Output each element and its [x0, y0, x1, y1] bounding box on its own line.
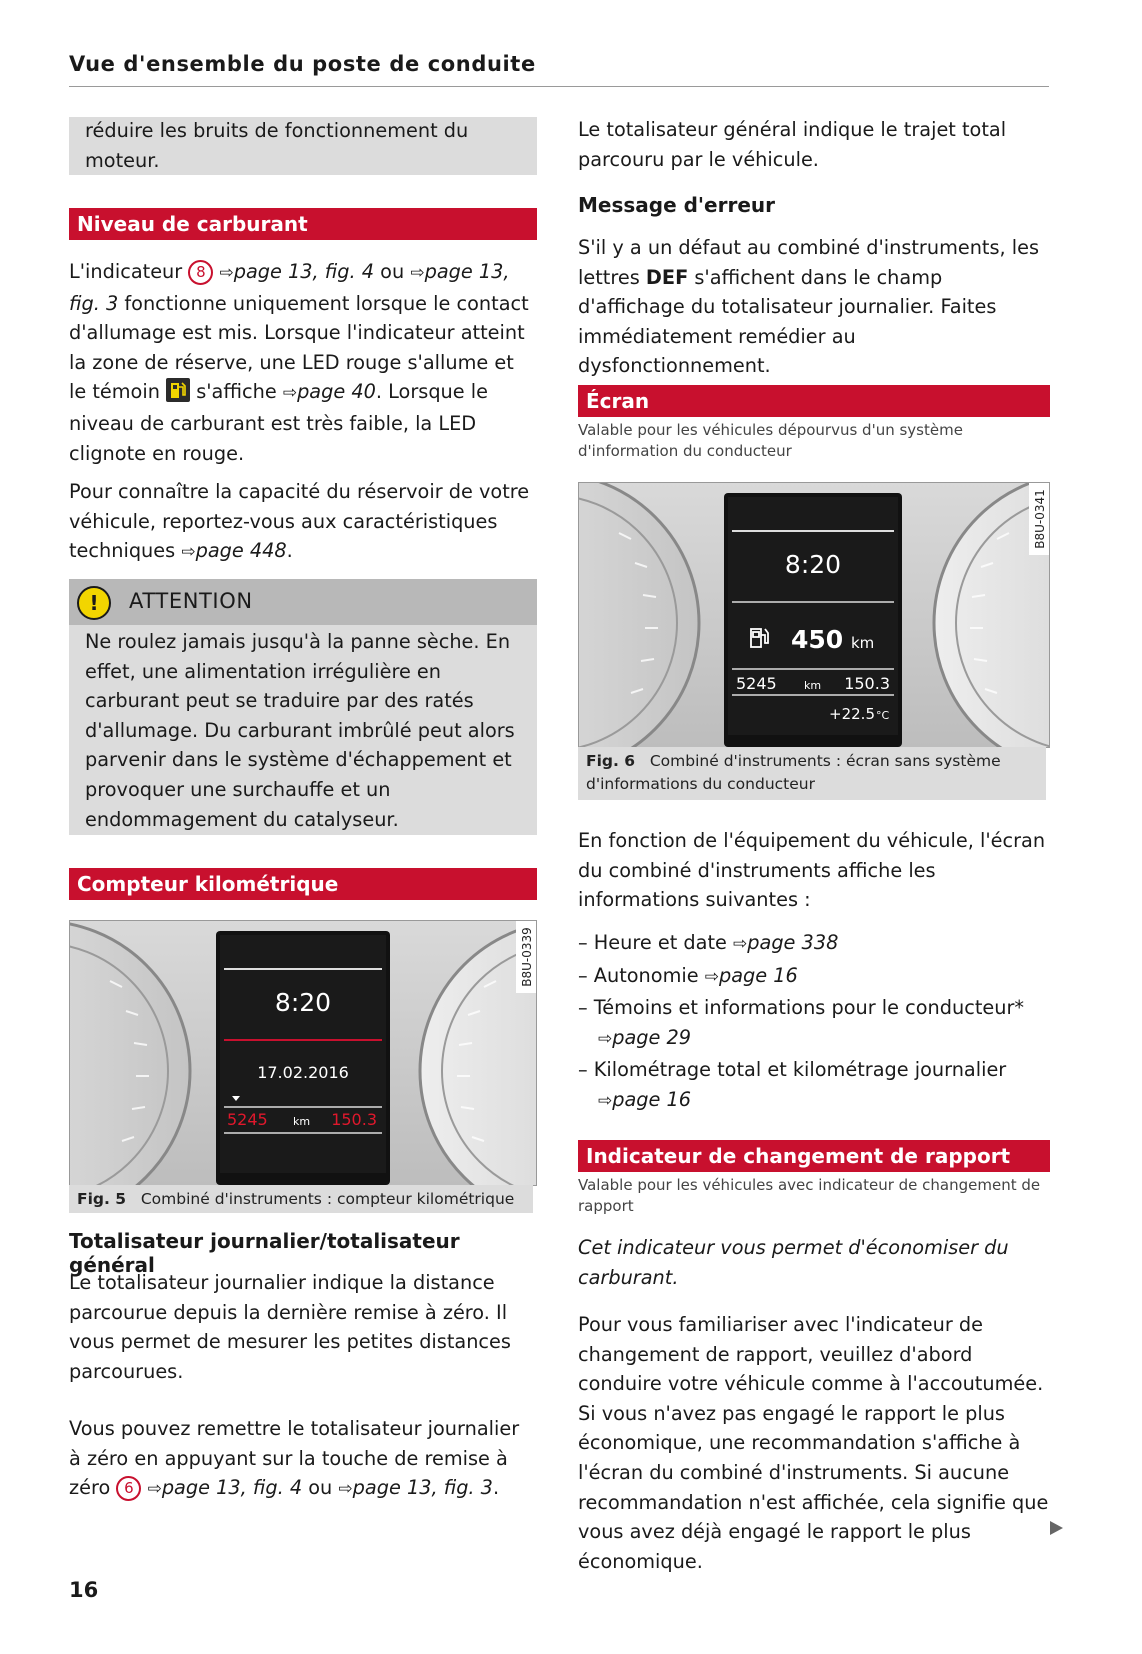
list-item: – Kilométrage total et kilométrage journalier ⇨page 16	[578, 1058, 1007, 1111]
date-display: 17.02.2016	[257, 1063, 349, 1082]
list-item: – Heure et date ⇨page 338	[578, 931, 839, 954]
error-paragraph: S'il y a un défaut au combiné d'instruments, les lettres DEF s'affichent dans le champ d'affichage du totalisateur journalier. Faites immédiatement remédier au dysfonctionnement.	[578, 236, 1040, 378]
page-link[interactable]: page 13, fig. 3	[69, 260, 510, 315]
header-divider	[69, 86, 1049, 87]
total-km-display: 5245	[227, 1110, 268, 1129]
trip-paragraph-1: Le totalisateur journalier indique la distance parcourue depuis la dernière remise à zéro. Il vous permet de mesurer les petites distances parcourues.	[69, 1271, 511, 1383]
trip-km-display: 150.3	[331, 1110, 377, 1129]
page-link[interactable]: page 13, fig. 3	[352, 1476, 493, 1500]
continue-arrow-icon	[1050, 1521, 1063, 1535]
total-counter-paragraph: Le totalisateur général indique le trajet total parcouru par le véhicule.	[578, 118, 1007, 171]
arrow-icon: ⇨	[181, 542, 196, 563]
page-link[interactable]: page 338	[747, 931, 839, 954]
arrow-icon: ⇨	[282, 383, 298, 404]
list-item: – Témoins et informations pour le conducteur* ⇨page 29	[578, 996, 1025, 1049]
page-link[interactable]: page 13, fig. 4	[233, 260, 375, 283]
section-heading-fuel: Niveau de carburant	[69, 208, 537, 240]
temperature-unit: °C	[876, 709, 890, 722]
clock-display: 8:20	[274, 988, 332, 1017]
figure-6-caption: Fig. 6 Combiné d'instruments : écran sans système d'informations du conducteur	[578, 747, 1046, 800]
attention-box	[69, 579, 537, 835]
page-link[interactable]: page 448	[195, 539, 287, 563]
list-item: – Autonomie ⇨page 16	[578, 963, 798, 987]
km-unit: km	[804, 679, 822, 692]
attention-text: Ne roulez jamais jusqu'à la panne sèche. En effet, une alimentation irrégulière en carburant peut se traduire par des ratés d'allumage. Du carburant imbrûlé peut alors parvenir dans le système d'échappement et provoquer une surchauffe et un endommagement du catalyseur.	[85, 630, 515, 831]
cluster-illustration	[579, 483, 1049, 747]
gear-paragraph: Pour vous familiariser avec l'indicateur de changement de rapport, veuillez d'abord conduire votre véhicule comme à l'accoutumée. Si vous n'avez pas engagé le rapport le plus économique, une recommandation s'affiche à l'écran du combiné d'instruments. Si aucune recommandation n'est affichée, cela signifie que vous avez déjà engagé le rapport le plus économique.	[578, 1313, 1049, 1573]
page-link[interactable]: page 16	[612, 1087, 692, 1111]
page-link[interactable]: page 13, fig. 4	[161, 1476, 303, 1500]
fuel-paragraph-1: L'indicateur 8 ⇨page 13, fig. 4 ou ⇨page 13, fig. 3 fonctionne uniquement lorsque le contact d'allumage est mis. Lorsque l'indicateur atteint la zone de réserve, une LED rouge s'allume et le témoin s'affiche ⇨page 40. Lorsque le niveau de carburant est très faible, la LED clignote en rouge.	[69, 260, 529, 465]
page-link[interactable]: page 16	[718, 963, 798, 987]
sub-heading-trip-counters: Totalisateur journalier/totalisateur général	[69, 1229, 460, 1277]
screen-validity-note: Valable pour les véhicules dépourvus d'un système d'information du conducteur	[578, 421, 963, 460]
page-number: 16	[69, 1578, 99, 1602]
page-link[interactable]: page 29	[612, 1025, 692, 1049]
sub-heading-error: Message d'erreur	[578, 193, 776, 217]
callout-8-icon: 8	[188, 260, 213, 285]
km-unit: km	[293, 1115, 311, 1128]
arrow-icon: ⇨	[219, 263, 234, 283]
figure-code: B8U-0339	[520, 927, 534, 987]
arrow-icon: ⇨	[598, 1090, 613, 1111]
trip-paragraph-2: Vous pouvez remettre le totalisateur journalier à zéro en appuyant sur la touche de remise à zéro 6 ⇨page 13, fig. 4 ou ⇨page 13, fig. 3.	[69, 1417, 520, 1500]
attention-label: ATTENTION	[129, 589, 253, 613]
arrow-icon: ⇨	[704, 966, 719, 987]
total-km-display: 5245	[736, 674, 777, 693]
callout-6-icon: 6	[116, 1476, 141, 1501]
arrow-icon: ⇨	[598, 1028, 613, 1049]
clock-display: 8:20	[784, 550, 842, 579]
attention-header	[69, 579, 537, 625]
figure-code: B8U-0341	[1033, 489, 1047, 549]
gear-intro-paragraph: Cet indicateur vous permet d'économiser du carburant.	[578, 1236, 1009, 1289]
temperature-display: +22.5	[829, 705, 875, 723]
fuel-paragraph-2: Pour connaître la capacité du réservoir de votre véhicule, reportez-vous aux caractéristiques techniques ⇨page 448.	[69, 480, 530, 563]
screen-info-list	[578, 928, 1050, 1117]
arrow-icon: ⇨	[410, 263, 425, 283]
figure-5-caption: Fig. 5 Combiné d'instruments : compteur kilométrique	[69, 1185, 533, 1213]
arrow-icon: ⇨	[147, 1479, 162, 1500]
arrow-icon: ⇨	[733, 934, 748, 954]
section-heading-gear-indicator: Indicateur de changement de rapport	[578, 1140, 1050, 1172]
arrow-icon: ⇨	[338, 1479, 353, 1500]
gear-validity-note: Valable pour les véhicules avec indicateur de changement de rapport	[578, 1176, 1041, 1215]
screen-intro-paragraph: En fonction de l'équipement du véhicule, l'écran du combiné d'instruments affiche les informations suivantes :	[578, 829, 1046, 912]
section-heading-odometer: Compteur kilométrique	[69, 868, 537, 900]
range-display: 450	[791, 625, 844, 654]
continued-note-box	[69, 117, 537, 175]
range-unit: km	[851, 634, 875, 652]
page-link[interactable]: page 40	[297, 380, 376, 404]
section-heading-screen: Écran	[578, 385, 1050, 417]
continued-text: réduire les bruits de fonctionnement du moteur.	[85, 119, 469, 172]
figure-odometer	[69, 920, 537, 1186]
figure-screen	[578, 482, 1050, 748]
fuel-pump-icon	[166, 378, 190, 402]
cluster-illustration	[70, 921, 536, 1185]
page-header-title: Vue d'ensemble du poste de conduite	[69, 52, 536, 76]
warning-icon: !	[77, 586, 111, 620]
trip-km-display: 150.3	[844, 674, 890, 693]
